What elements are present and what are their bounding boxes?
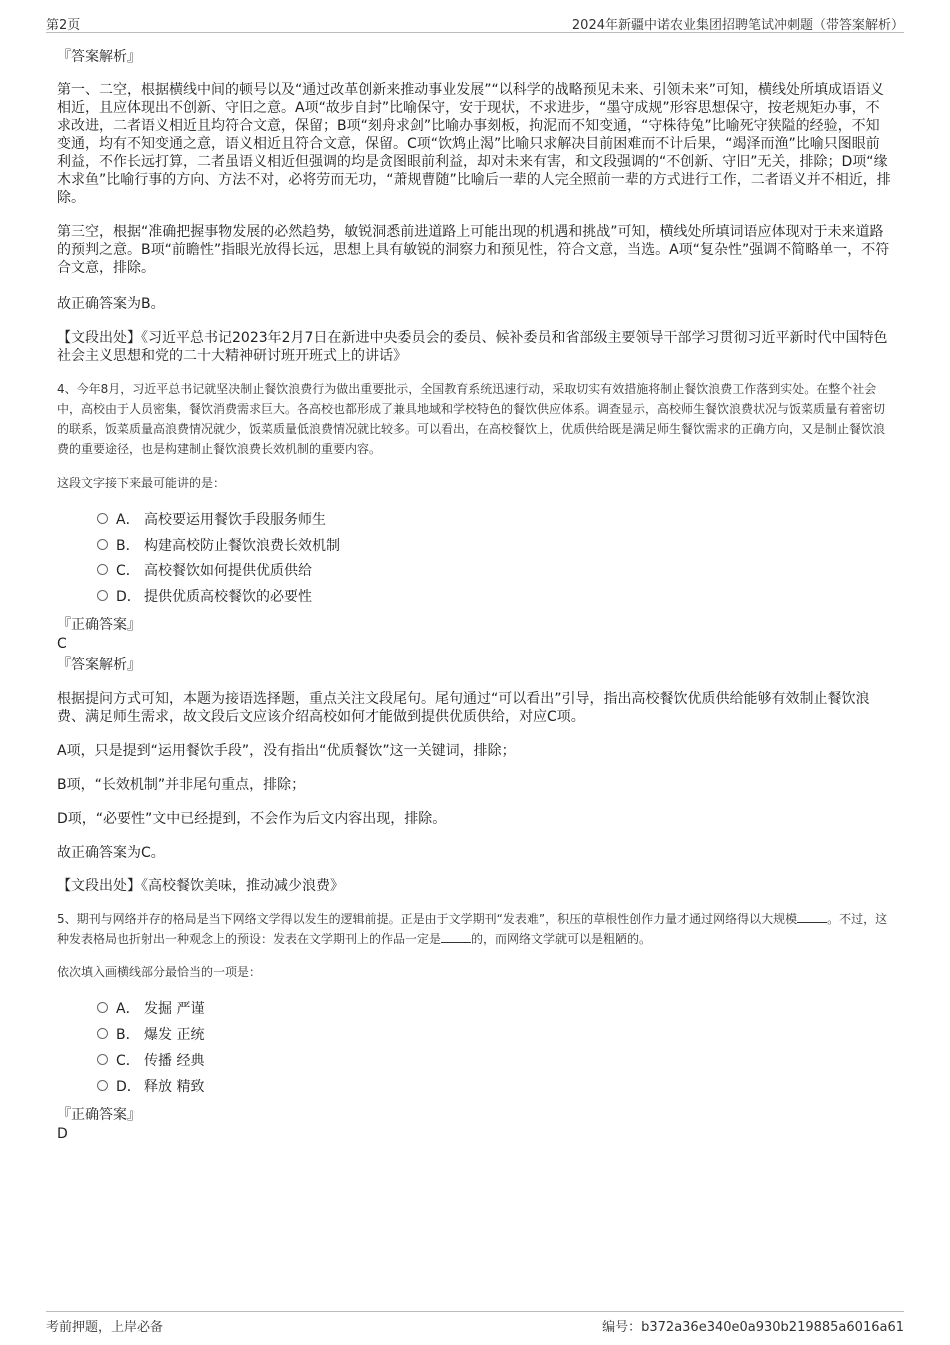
analysis-paragraph-1: 第一、二空，根据横线中间的顿号以及“通过改革创新来推动事业发展”“以科学的战略预见未来、引领未来”可知，横线处所填成语语义相近，且应体现出不创新、守旧之意。A项“故步自封”比喻保守，安于现状，不求进步，“墨守成规”形容思想保守，按老规矩办事，不求改进，二者语义相近且均符合文意，保留；B项“刻舟求剑”比喻办事刻板，拘泥而不知变通，“守株待兔”比喻死守狭隘的经验，不知变通，均有不知变通之意，语义相近且符合文意，保留。C项“饮鸩止渴”比喻只求解决目前困难而不计后果，“竭泽而渔”比喻只图眼前利益，不作长远打算，二者虽语义相近但强调的均是贪图眼前利益，却对未来有害，和文段强调的“不创新、守旧”无关，排除；D项“缘木求鱼”比喻行事的方向、方法不对，必将劳而无功，“萧规曹随”比喻后一辈的人完全照前一辈的方式进行工作，二者语义并不相近，排除。 bbox=[57, 82, 891, 206]
question-4-option-b[interactable]: B． 构建高校防止餐饮浪费长效机制 bbox=[97, 536, 340, 556]
analysis-q4-5: 故正确答案为C。 bbox=[57, 845, 165, 861]
analysis-conclusion-prev: 故正确答案为B。 bbox=[57, 296, 165, 312]
question-5-option-b[interactable]: B． 爆发 正统 bbox=[97, 1025, 204, 1045]
page-header bbox=[46, 12, 904, 33]
page-footer bbox=[46, 1311, 904, 1334]
radio-icon[interactable] bbox=[97, 590, 108, 601]
analysis-paragraph-2: 第三空，根据“准确把握事物发展的必然趋势，敏锐洞悉前进道路上可能出现的机遇和挑战”可知，横线处所填词语应体现对于未来道路的预判之意。B项“前瞻性”指眼光放得长远，思想上具有敏锐的洞察力和预见性，符合文意，当选。A项“复杂性”强调不简略单一，不符合文意，排除。 bbox=[57, 224, 890, 276]
question-5-stem: 5、期刊与网络并存的格局是当下网络文学得以发生的逻辑前提。正是由于文学期刊“发表难”，积压的草根性创作力量才通过网络得以大规模 。不过，这种发表格局也折射出一种观念上的预设：发表在文学期刊上的作品一定是 的，而网络文学就可以是粗陋的。 bbox=[57, 912, 888, 946]
analysis-q4-2: A项，只是提到“运用餐饮手段”，没有指出“优质餐饮”这一关键词，排除； bbox=[57, 743, 516, 759]
footer-slogan: 考前押题，上岸必备 bbox=[46, 1320, 164, 1335]
fill-blank bbox=[797, 910, 827, 923]
answer-title-q4: 『正确答案』 bbox=[57, 617, 141, 633]
question-5-option-a[interactable]: A． 发掘 严谨 bbox=[97, 999, 204, 1019]
analysis-q4-1: 根据提问方式可知，本题为接语选择题，重点关注文段尾句。尾句通过“可以看出”引导，指出高校餐饮优质供给能够有效制止餐饮浪费、满足师生需求，故文段后文应该介绍高校如何才能做到提供优质供给，对应C项。 bbox=[57, 691, 870, 725]
answer-q4: C bbox=[57, 636, 67, 652]
source-prev: 【文段出处】《习近平总书记2023年2月7日在新进中央委员会的委员、候补委员和省部级主要领导干部学习贯彻习近平新时代中国特色社会主义思想和党的二十大精神研讨班开班式上的讲话》 bbox=[57, 330, 888, 364]
document-title: 2024年新疆中诺农业集团招聘笔试冲刺题（带答案解析） bbox=[571, 18, 904, 33]
fill-blank bbox=[441, 930, 471, 943]
analysis-q4-3: B项，“长效机制”并非尾句重点，排除； bbox=[57, 777, 306, 793]
analysis-title-prev: 『答案解析』 bbox=[57, 49, 141, 65]
question-5-option-c[interactable]: C． 传播 经典 bbox=[97, 1051, 204, 1071]
analysis-title-q4: 『答案解析』 bbox=[57, 657, 141, 673]
radio-icon[interactable] bbox=[97, 513, 108, 524]
radio-icon[interactable] bbox=[97, 1080, 108, 1091]
radio-icon[interactable] bbox=[97, 539, 108, 550]
question-5-prompt: 依次填入画横线部分最恰当的一项是： bbox=[57, 965, 262, 979]
question-4-option-a[interactable]: A． 高校要运用餐饮手段服务师生 bbox=[97, 510, 326, 530]
page-number: 第2页 bbox=[46, 18, 81, 33]
radio-icon[interactable] bbox=[97, 1028, 108, 1039]
question-5-option-d[interactable]: D． 释放 精致 bbox=[97, 1077, 204, 1097]
analysis-q4-4: D项，“必要性”文中已经提到，不会作为后文内容出现，排除。 bbox=[57, 811, 447, 827]
question-4-option-d[interactable]: D． 提供优质高校餐饮的必要性 bbox=[97, 587, 312, 607]
answer-title-q5: 『正确答案』 bbox=[57, 1107, 141, 1123]
question-4-option-c[interactable]: C． 高校餐饮如何提供优质供给 bbox=[97, 561, 312, 581]
question-4-prompt: 这段文字接下来最可能讲的是： bbox=[57, 476, 226, 490]
question-4-stem: 4、今年8月，习近平总书记就坚决制止餐饮浪费行为做出重要批示，全国教育系统迅速行动，采取切实有效措施将制止餐饮浪费工作落到实处。在整个社会中，高校由于人员密集，餐饮消费需求巨大。各高校也都形成了兼具地域和学校特色的餐饮供应体系。调查显示，高校师生餐饮浪费状况与饭菜质量有着密切的联系，饭菜质量高浪费情况就少，饭菜质量低浪费情况就比较多。可以看出，在高校餐饮上，优质供给既是满足师生餐饮需求的正确方向，又是制止餐饮浪费的重要途径，也是构建制止餐饮浪费长效机制的重要内容。 bbox=[57, 382, 886, 456]
document-id: 编号：b372a36e340e0a930b219885a6016a61 bbox=[602, 1320, 904, 1335]
source-q4: 【文段出处】《高校餐饮美味，推动减少浪费》 bbox=[57, 878, 344, 894]
answer-q5: D bbox=[57, 1126, 68, 1142]
radio-icon[interactable] bbox=[97, 1054, 108, 1065]
radio-icon[interactable] bbox=[97, 1002, 108, 1013]
radio-icon[interactable] bbox=[97, 564, 108, 575]
